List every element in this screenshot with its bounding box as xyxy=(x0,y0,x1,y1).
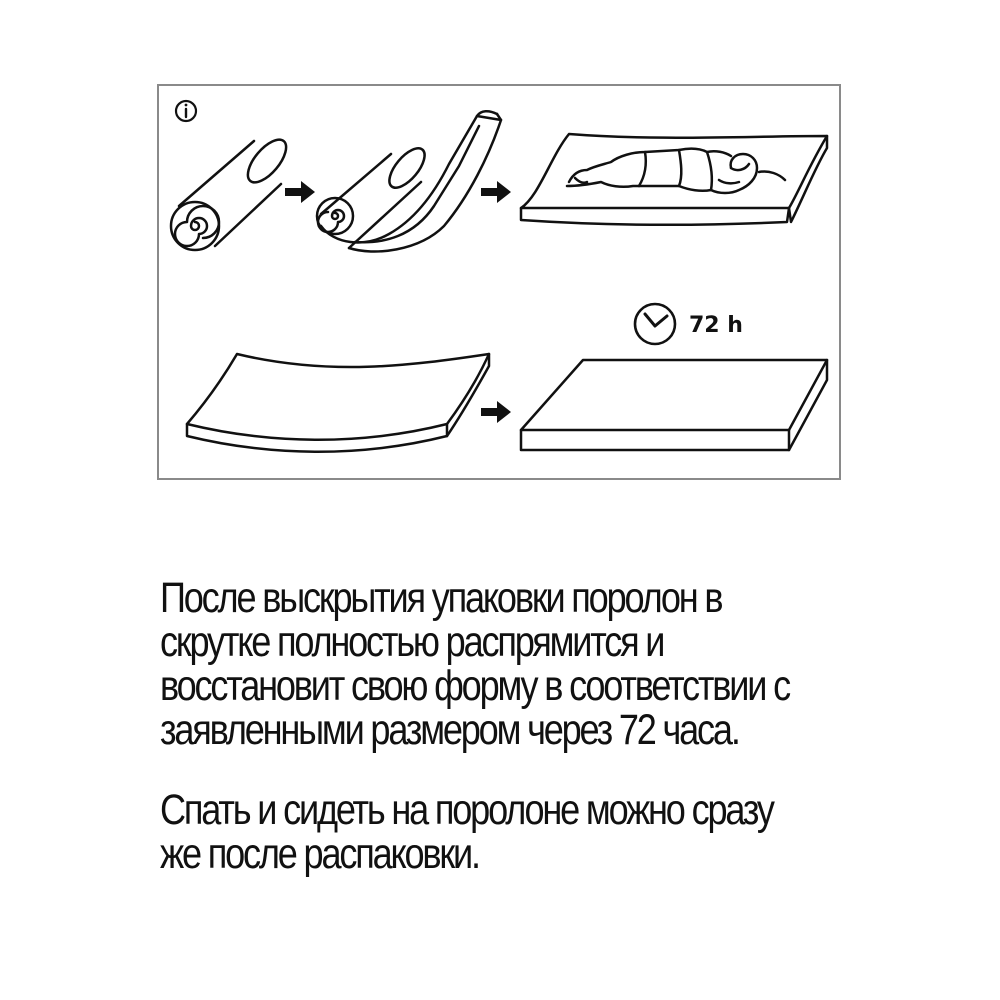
flat-mattress-illustration xyxy=(521,360,827,450)
arrow-right-icon xyxy=(481,181,511,203)
text-line: заявленными размером через 72 часа. xyxy=(160,706,739,754)
text-line: Спать и сидеть на поролоне можно сразу xyxy=(160,786,773,834)
curved-foam-sheet-illustration xyxy=(187,354,489,452)
text-line: восстановит свою форму в соответствии с xyxy=(160,662,789,710)
text-line: После выскрытия упаковки поролон в xyxy=(160,574,722,622)
arrow-right-icon xyxy=(285,181,315,203)
text-line: скрутке полностью распрямится и xyxy=(160,618,664,666)
mattress-with-sleeper-illustration xyxy=(521,134,827,225)
rolled-foam-illustration xyxy=(171,133,293,250)
arrow-right-icon xyxy=(481,401,511,423)
text-line: же после распаковки. xyxy=(160,830,479,878)
info-icon xyxy=(176,101,196,121)
instruction-diagram xyxy=(157,84,841,480)
diagram-illustration xyxy=(159,86,839,478)
paragraph-unpacking-info xyxy=(160,574,789,754)
clock-icon xyxy=(635,304,675,344)
unrolling-foam-illustration xyxy=(317,111,501,251)
hours-label: 72 h xyxy=(689,313,743,338)
paragraph-usage-info xyxy=(160,786,773,878)
